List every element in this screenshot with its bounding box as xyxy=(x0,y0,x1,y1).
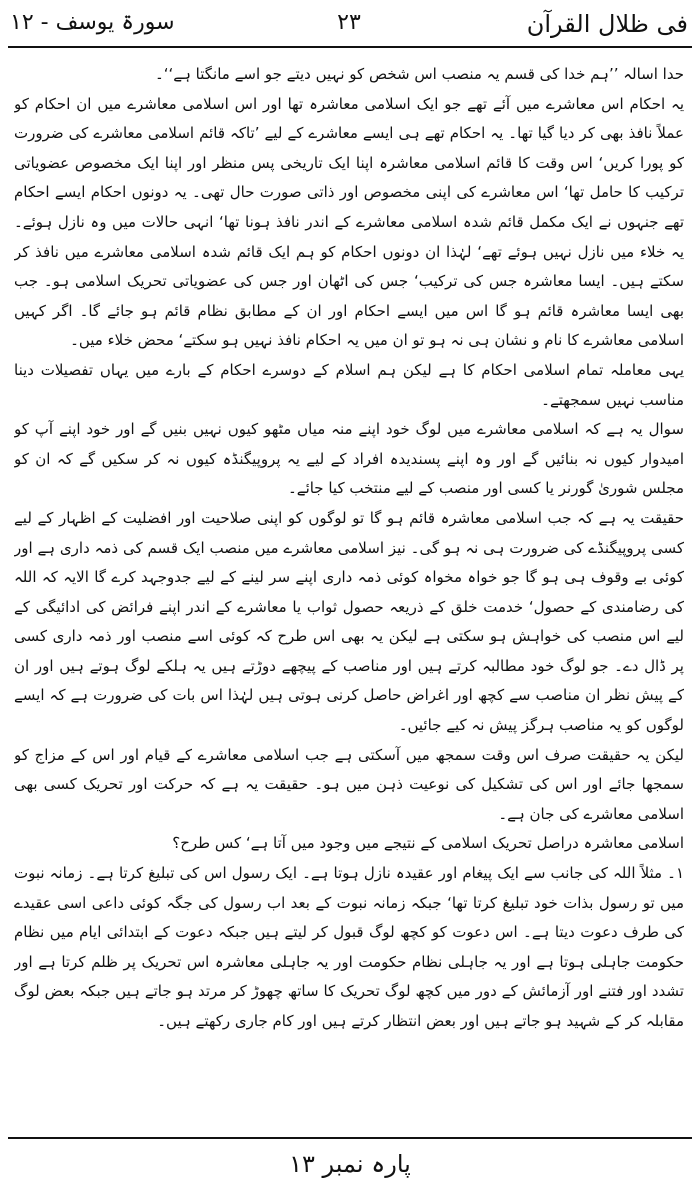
paragraph: یہی معاملہ تمام اسلامی احکام کا ہے لیکن ہم اسلام کے دوسرے احکام کے بارے میں یہاں تفصیلات دینا مناسب نہیں سمجھتے۔ xyxy=(14,360,684,409)
paragraph: حقیقت یہ ہے کہ جب اسلامی معاشرہ قائم ہو گا تو لوگوں کو اپنی صلاحیت اور افضلیت کے اظہار کے لیے کسی پروپیگنڈے کی ضرورت ہی نہ ہو گی۔ نیز اسلامی معاشرے میں منصب ایک قسم کی ذمہ داری ہے اور کوئی بے وقوف ہی ہو گا جو خواہ مخواہ کوئی ذمہ داری اپنے سر لینے کے لیے جدوجہد کرے گا الایہ کہ اللہ کی رضامندی کے حصول‘ خدمت خلق کے ذریعہ حصول ثواب یا معاشرے کے اندر اپنے فرائض کی ادائیگی کے لیے اس منصب کی خواہش ہو سکتی ہے لیکن یہ بھی اس طرح کہ کوئی اسے منصب اور ذمہ داری کسی پر ڈال دے۔ جو لوگ خود مطالبہ کرتے ہیں اور مناصب کے پیچھے دوڑتے ہیں یہ ہلکے لوگ ہوتے ہیں اور ان کے پیش نظر ان مناصب سے کچھ اور اغراض حاصل کرنی ہوتی ہیں لہٰذا اس بات کی ضرورت ہے کہ ایسے لوگوں کو یہ مناصب ہرگز پیش نہ کیے جائیں۔ xyxy=(14,508,684,735)
paragraph: حدا اسالہ ’’ہم خدا کی قسم یہ منصب اس شخص کو نہیں دیتے جو اسے مانگتا ہے‘‘۔ xyxy=(154,65,684,83)
paragraph: یہ احکام اس معاشرے میں آئے تھے جو ایک اسلامی معاشرہ تھا اور اس اسلامی معاشرے میں ان احکام کو عملاً نافذ بھی کر دیا گیا تھا۔ یہ احکام تھے ہی ایسے معاشرے کے لیے ’تاکہ قائم اسلامی معاشرے کی ضرورت کو پورا کریں‘ اس وقت کا قائم اسلامی معاشرہ اپنا ایک تاریخی پس منظر اور اپنا ایک مخصوص عضویاتی ترکیب کا حامل تھا‘ اس معاشرے کی اپنی مخصوص اور ذاتی صورت حال تھی۔ یہ دونوں احکام ایسے احکام تھے جنہوں نے ایک مکمل قائم شدہ اسلامی معاشرے کے اندر نافذ ہونا تھا‘ انہی حالات میں وہ نازل ہوئے۔ یہ خلاء میں نازل نہیں ہوئے تھے‘ لہٰذا ان دونوں احکام کو ہم ایک قائم شدہ اسلامی معاشرے میں نافذ کر سکتے ہیں۔ ایسا معاشرہ جس کی ترکیب‘ جس کی اٹھان اور جس کی عضویاتی تحریک اسلامی ہو۔ جب بھی ایسا معاشرہ قائم ہو گا اس میں ایسے احکام اور ان کے مطابق نظام قائم ہو جائے گا۔ اگر کہیں اسلامی معاشرے کا نام و نشان ہی نہ ہو تو ان میں یہ احکام نافذ نہیں ہو سکتے‘ محض خلاء میں۔ xyxy=(14,94,684,350)
page-body xyxy=(14,60,684,1130)
book-title: فی ظلال القرآن xyxy=(526,10,688,38)
paragraph: سوال یہ ہے کہ اسلامی معاشرے میں لوگ خود اپنے منہ میاں مٹھو کیوں نہیں بنیں گے اور خود اپنے آپ کو امیدوار کیوں نہ بنائیں گے اور وہ اپنے پسندیدہ افراد کے لیے یہ پروپیگنڈہ کیوں نہ کر سکیں گے کہ ان کو مجلس شوریٰ گورنر یا کسی اور منصب کے لیے منتخب کیا جائے۔ xyxy=(14,420,684,498)
surah-name: سورۃ یوسف - ۱۲ xyxy=(10,10,175,35)
header-rule xyxy=(8,46,692,48)
page-number: ۲۳ xyxy=(337,10,361,35)
footer-rule xyxy=(8,1137,692,1139)
paragraph: ۱۔ مثلاً اللہ کی جانب سے ایک پیغام اور عقیدہ نازل ہوتا ہے۔ ایک رسول اس کی تبلیغ کرتا ہے۔ زمانہ نبوت میں تو رسول بذات خود تبلیغ کرتا تھا‘ جبکہ زمانہ نبوت کے بعد اب رسول کی جگہ کوئی داعی اسی عقیدے کی طرف دعوت دیتا ہے۔ اس دعوت کو کچھ لوگ قبول کر لیتے ہیں جبکہ دعوت کے ابتدائی ایام میں نظام حکومت جاہلی ہوتا ہے اور یہ جاہلی نظام حکومت اور یہ جاہلی معاشرہ اس تحریک پر ظلم کرتا ہے اور تشدد اور فتنے اور آزمائش کے دور میں کچھ لوگ تحریک کا ساتھ چھوڑ کر مرتد ہو جاتے ہیں جبکہ بعض لوگ مقابلہ کر کے شہید ہو جاتے ہیں اور بعض انتظار کرتے ہیں اور کام جاری رکھتے ہیں۔ xyxy=(14,864,684,1030)
paragraph: اسلامی معاشرہ دراصل تحریک اسلامی کے نتیجے میں وجود میں آتا ہے‘ کس طرح؟ xyxy=(172,834,684,853)
paragraph: لیکن یہ حقیقت صرف اس وقت سمجھ میں آسکتی ہے جب اسلامی معاشرے کے قیام اور اس کے مزاج کو سمجھا جائے اور اس کی تشکیل کی نوعیت ذہن میں ہو۔ حقیقت یہ ہے کہ حرکت اور تحریک کسی بھی اسلامی معاشرے کی جان ہے۔ xyxy=(14,745,684,823)
page-header xyxy=(10,6,688,46)
para-number: پارہ نمبر ۱۳ xyxy=(289,1150,411,1178)
